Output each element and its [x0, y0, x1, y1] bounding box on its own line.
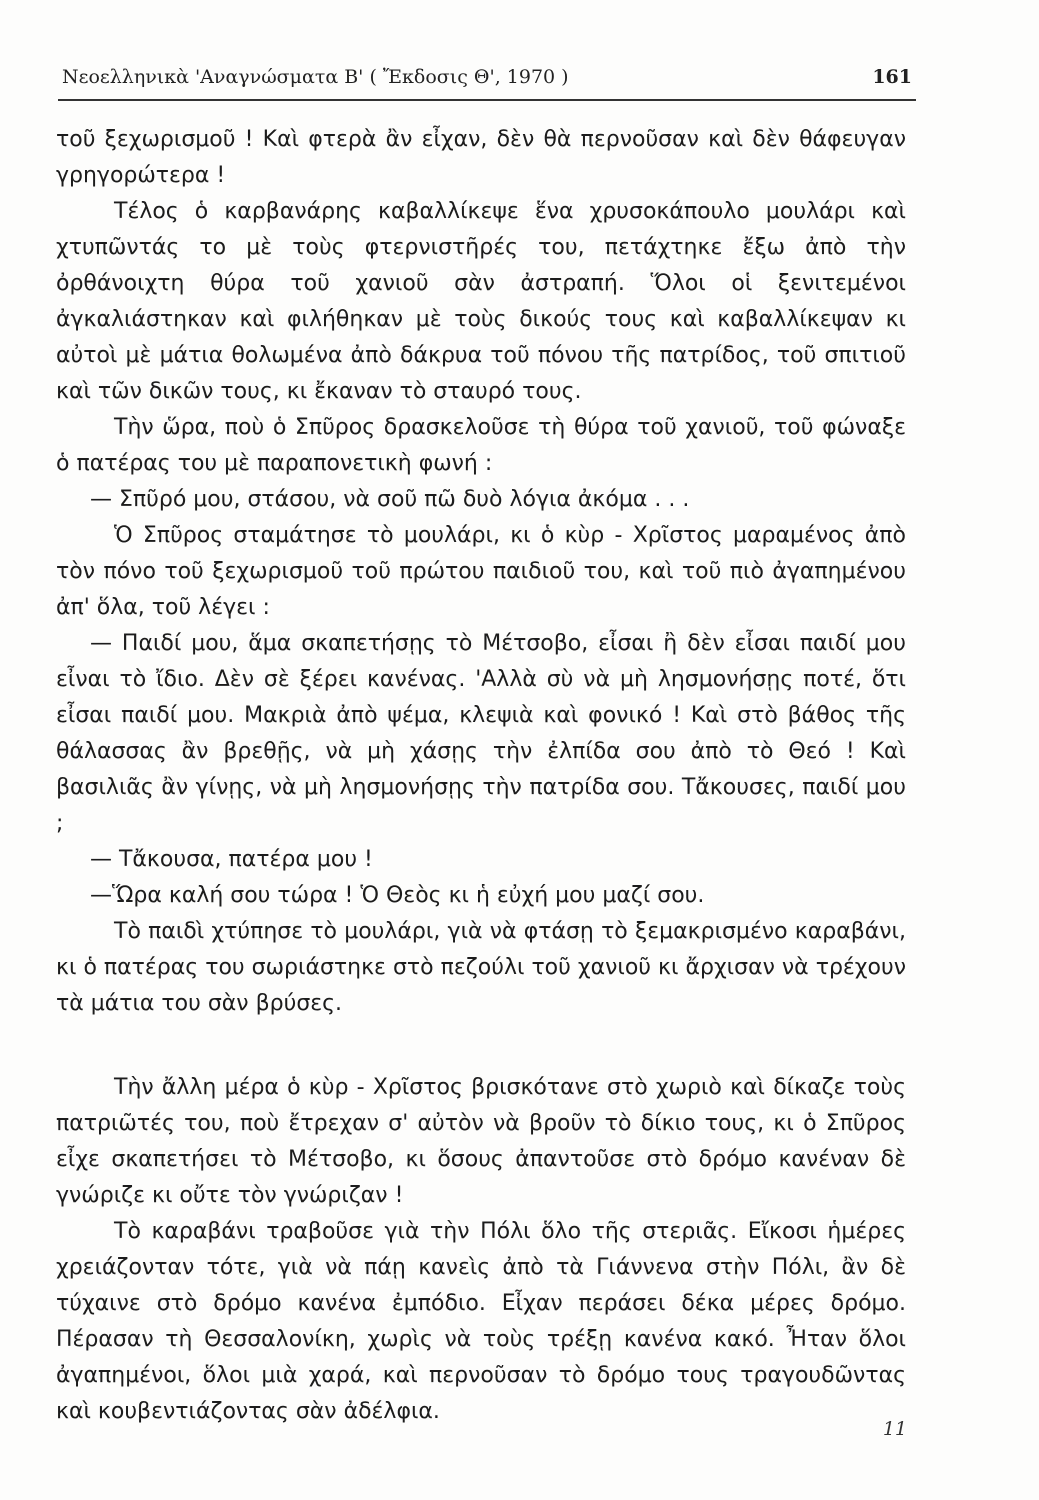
- dialogue-line-4: —Ὥρα καλή σου τώρα ! Ὁ Θεὸς κι ἡ εὐχή μου μαζί σου.: [90, 883, 705, 908]
- dialogue-line-2: — Παιδί μου, ἅμα σκαπετήσῃς τὸ Μέτσοβο, εἶσαι ἢ δὲν εἶσαι παιδί μου εἶναι τὸ ἴδιο. Δὲν σὲ ξέρει κανένας. 'Αλλὰ σὺ νὰ μὴ λησμονήσῃς ποτέ, ὅτι εἶσαι παιδί μου. Μακριὰ ἀπὸ ψέμα, κλεψιὰ καὶ φονικό ! Καὶ στὸ βάθος τῆς θάλασσας ἂν βρεθῇς, νὰ μὴ χάσῃς τὴν ἐλπίδα σου ἀπὸ τὸ Θεό ! Καὶ βασιλιᾶς ἂν γίνῃς, νὰ μὴ λησμονήσῃς τὴν πατρίδα σου. Τἄκουσες, παιδί μου ;: [56, 631, 906, 836]
- page-number: 161: [872, 66, 912, 88]
- header-rule: [58, 99, 916, 101]
- signature-mark: 11: [882, 1418, 907, 1440]
- paragraph-7: Τὸ καραβάνι τραβοῦσε γιὰ τὴν Πόλι ὅλο τῆς στεριᾶς. Εἴκοσι ἡμέρες χρειάζονταν τότε, γιὰ νὰ πάῃ κανεὶς ἀπὸ τὰ Γιάννενα στὴν Πόλι, ἂν δὲ τύχαινε στὸ δρόμο κανένα ἐμπόδιο. Εἶχαν περάσει δέκα μέρες δρόμο. Πέρασαν τὴ Θεσσαλονίκη, χωρὶς νὰ τοὺς τρέξῃ κανένα κακό. Ἦταν ὅλοι ἀγαπημένοι, ὅλοι μιὰ χαρά, καὶ περνοῦσαν τὸ δρόμο τους τραγουδῶντας καὶ κουβεντιάζοντας σὰν ἀδέλφια.: [56, 1219, 906, 1424]
- paragraph-6: Τὴν ἄλλη μέρα ὁ κὺρ - Χρῖστος βρισκότανε στὸ χωριὸ καὶ δίκαζε τοὺς πατριῶτές του, ποὺ ἔτρεχαν σ' αὐτὸν νὰ βροῦν τὸ δίκιο τους, κι ὁ Σπῦρος εἶχε σκαπετήσει τὸ Μέτσοβο, κι ὅσους ἀπαντοῦσε στὸ δρόμο κανέναν δὲ γνώριζε κι οὔτε τὸν γνώριζαν !: [56, 1075, 906, 1208]
- paragraph-5: Τὸ παιδὶ χτύπησε τὸ μουλάρι, γιὰ νὰ φτάσῃ τὸ ξεμακρισμένο καραβάνι, κι ὁ πατέρας του σωριάστηκε στὸ πεζούλι τοῦ χανιοῦ κι ἄρχισαν νὰ τρέχουν τὰ μάτια του σὰν βρύσες.: [56, 919, 906, 1016]
- running-title: Νεοελληνικὰ 'Αναγνώσματα Β' ( Ἔκδοσις Θ', 1970 ): [62, 66, 569, 88]
- running-header: [62, 66, 912, 96]
- paragraph-4: Ὁ Σπῦρος σταμάτησε τὸ μουλάρι, κι ὁ κὺρ - Χρῖστος μαραμένος ἀπὸ τὸν πόνο τοῦ ξεχωρισμοῦ τοῦ πρώτου παιδιοῦ του, καὶ τοῦ πιὸ ἀγαπημένου ἀπ' ὅλα, τοῦ λέγει :: [56, 523, 906, 620]
- paragraph-3: Τὴν ὥρα, ποὺ ὁ Σπῦρος δρασκελοῦσε τὴ θύρα τοῦ χανιοῦ, τοῦ φώναξε ὁ πατέρας του μὲ παραπονετικὴ φωνή :: [56, 415, 906, 476]
- dialogue-line-1: — Σπῦρό μου, στάσου, νὰ σοῦ πῶ δυὸ λόγια ἀκόμα . . .: [90, 487, 690, 512]
- paragraph-1: τοῦ ξεχωρισμοῦ ! Καὶ φτερὰ ἂν εἶχαν, δὲν θὰ περνοῦσαν καὶ δὲν θάφευγαν γρηγορώτερα !: [56, 127, 906, 188]
- paragraph-2: Τέλος ὁ καρβανάρης καβαλλίκεψε ἕνα χρυσοκάπουλο μουλάρι καὶ χτυπῶντάς το μὲ τοὺς φτερνιστῆρές του, πετάχτηκε ἔξω ἀπὸ τὴν ὀρθάνοιχτη θύρα τοῦ χανιοῦ σὰν ἀστραπή. Ὅλοι οἱ ξενιτεμένοι ἀγκαλιάστηκαν καὶ φιλήθηκαν μὲ τοὺς δικούς τους καὶ καβαλλίκεψαν κι αὐτοὶ μὲ μάτια θολωμένα ἀπὸ δάκρυα τοῦ πόνου τῆς πατρίδος, τοῦ σπιτιοῦ καὶ τῶν δικῶν τους, κι ἔκαναν τὸ σταυρό τους.: [56, 199, 906, 404]
- body-text: [56, 122, 906, 1430]
- dialogue-line-3: — Τἄκουσα, πατέρα μου !: [90, 847, 373, 872]
